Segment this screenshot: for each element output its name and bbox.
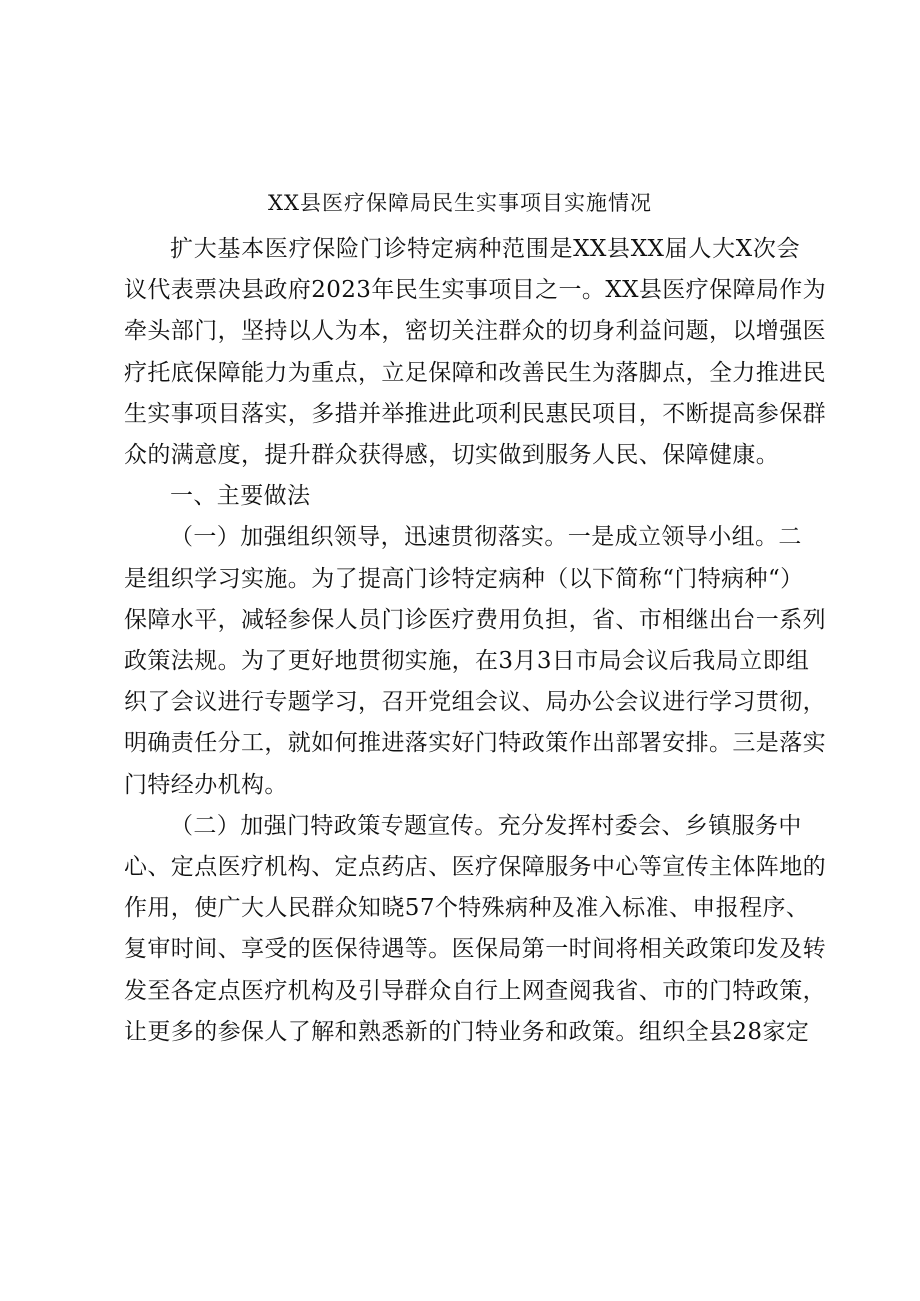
text-line: 疗托底保障能力为重点，立足保障和改善民生为落脚点，全力推进民 [124,359,826,386]
text-line: 是组织学习实施。为了提高门诊特定病种（以下简称“门特病种“） [124,565,804,592]
paragraph-organization [124,517,826,805]
document-body [124,229,827,1053]
text-line: 心、定点医疗机构、定点药店、医疗保障服务中心等宣传主体阵地的 [124,854,826,881]
text-line: 生实事项目落实，多措并举推进此项利民惠民项目，不断提高参保群 [124,400,826,427]
text-line: （一）加强组织领导，迅速贯彻落实。一是成立领导小组。二 [170,524,802,551]
document-title: XX县医疗保障局民生实事项目实施情况 [268,191,652,215]
text-line: 复审时间、享受的医保待遇等。医保局第一时间将相关政策印发及转 [124,936,826,963]
text-line: 牵头部门，坚持以人为本，密切关注群众的切身利益问题，以增强医 [124,318,826,345]
text-line: 门特经办机构。 [124,771,288,798]
text-line: （二）加强门特政策专题宣传。充分发挥村委会、乡镇服务中 [170,812,802,839]
text-line: 明确责任分工，就如何推进落实好门特政策作出部署安排。三是落实 [124,730,826,757]
text-line: 保障水平，减轻参保人员门诊医疗费用负担，省、市相继出台一系列 [124,606,826,633]
text-line: 发至各定点医疗机构及引导群众自行上网查阅我省、市的门特政策， [124,977,826,1004]
text-line: 议代表票决县政府2023年民生实事项目之一。XX县医疗保障局作为 [124,277,827,304]
text-line: 政策法规。为了更好地贯彻实施，在3月3日市局会议后我局立即组 [124,648,810,675]
text-line: 一、主要做法 [170,483,311,510]
text-line: 作用，使广大人民群众知晓57个特殊病种及准入标准、申报程序、 [124,895,810,922]
text-line: 织了会议进行专题学习，召开党组会议、局办公会议进行学习贯彻， [124,689,826,716]
section-heading [124,476,800,517]
text-line: 众的满意度，提升群众获得感，切实做到服务人民、保障健康。 [124,442,780,469]
text-line: 扩大基本医疗保险门诊特定病种范围是XX县XX届人大X次会 [170,236,800,262]
text-line: 让更多的参保人了解和熟悉新的门特业务和政策。组织全县28家定 [124,1018,810,1045]
paragraph-intro [124,229,827,476]
paragraph-publicity [124,806,826,1053]
